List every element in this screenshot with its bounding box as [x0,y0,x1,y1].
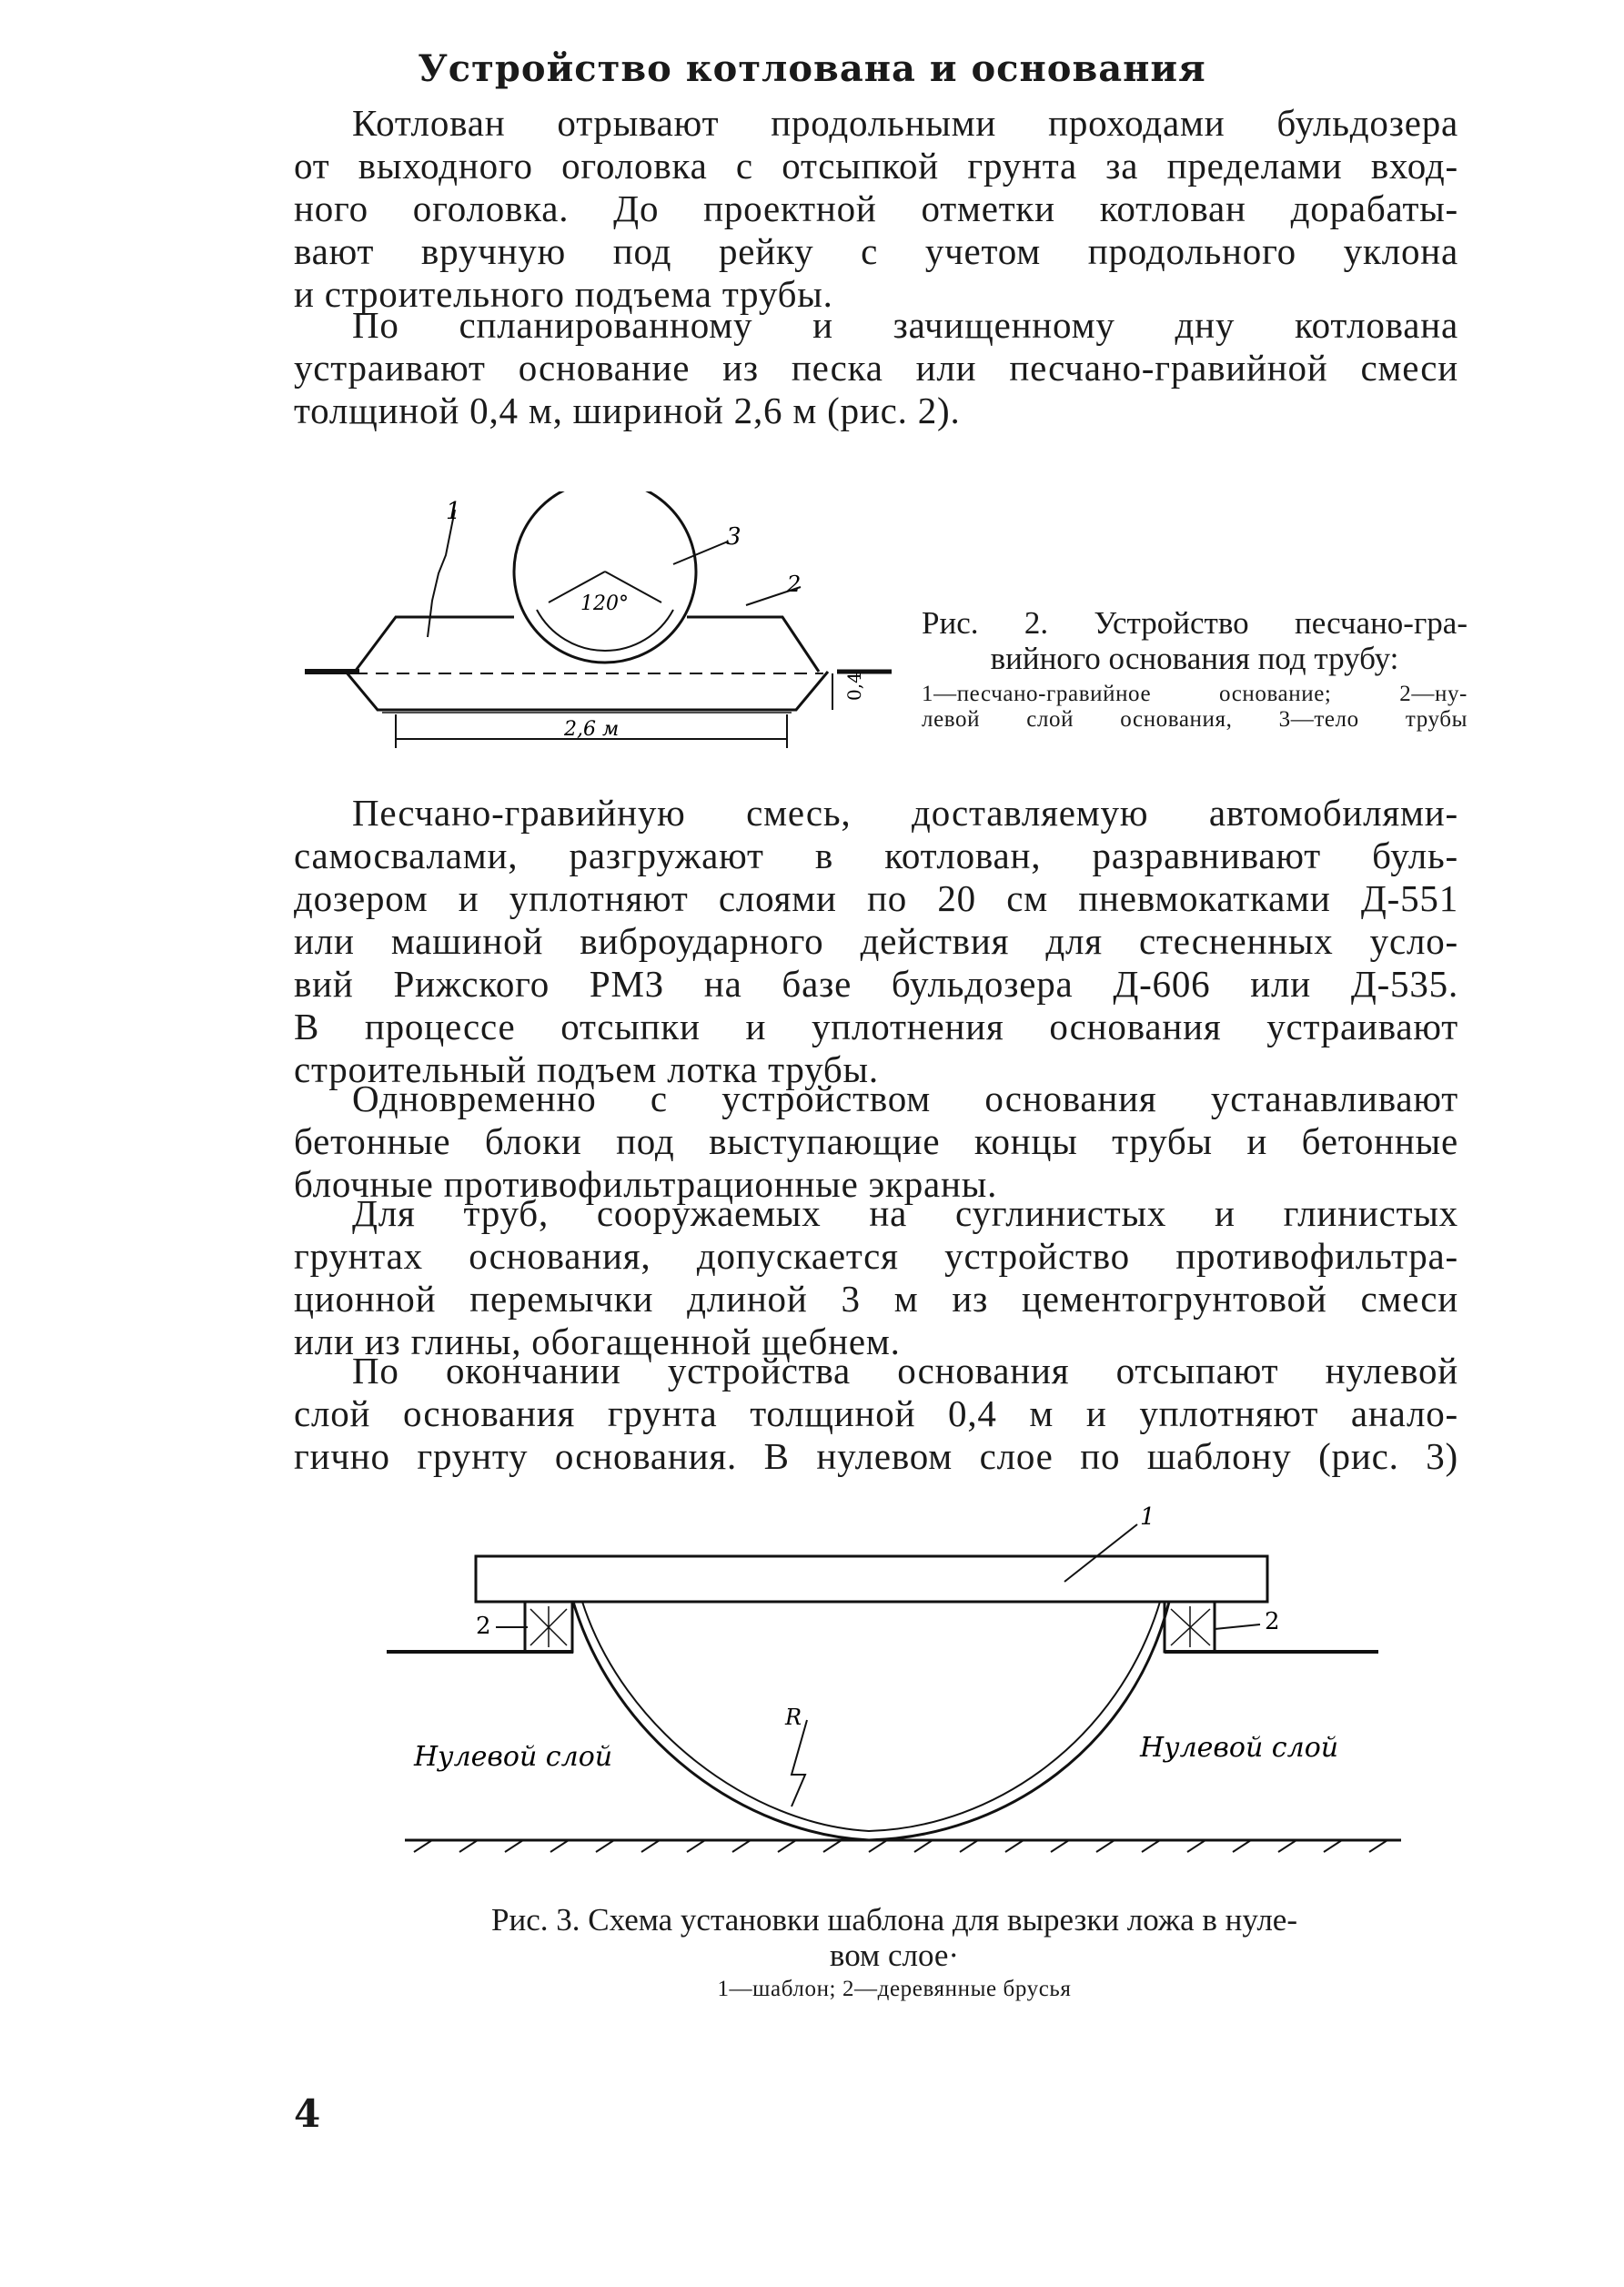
angle-arc [537,610,673,651]
bed-curve-outer [573,1602,1169,1840]
text-line: По спланированному и зачищенному дну котлована [352,304,1458,346]
figure-3-caption [403,1902,1386,2002]
label-1: 1 [446,498,461,525]
paragraph-5 [294,1192,1458,1363]
text-line: ного оголовка. До проектной отметки котлован дорабаты- [294,187,1458,229]
text-line: В процессе отсыпки и уплотнения основания устраивают [294,1006,1458,1047]
leader-block-right [1215,1624,1260,1629]
layer-label-right: Нулевой слой [1140,1732,1339,1764]
label-block-left: 2 [476,1613,491,1640]
bed-curve-inner [582,1602,1160,1831]
section-title: Устройство котлована и основания [418,47,1206,90]
angle-label: 120° [580,592,629,615]
figure-2-legend-line: 1—песчано-гравийное основание; 2—ну- [922,682,1468,706]
text-line: устраивают основание из песка или песчано-гравийной смеси [294,347,1458,389]
block-texture-right [1171,1606,1210,1647]
zero-layer-outline-right [687,617,819,672]
text-line: толщиной 0,4 м, шириной 2,6 м (рис. 2). [294,390,961,431]
pipe-circle [514,491,696,663]
text-line: или из глины, обогащенной щебнем. [294,1321,901,1362]
leader-template [1064,1524,1137,1582]
text-line: По окончании устройства основания отсыпают нулевой [352,1350,1458,1391]
figure-2-caption [922,605,1468,733]
text-line: слой основания грунта толщиной 0,4 м и уплотняют анало- [294,1392,1458,1434]
radius-label: R [785,1705,802,1730]
text-line: ционной перемычки длиной 3 м из цементогрунтовой смеси [294,1278,1458,1320]
layer-label-left: Нулевой слой [414,1741,613,1773]
label-block-right: 2 [1265,1608,1280,1635]
caption-line: Рис. 3. Схема установки шаблона для вырезки ложа в нуле- [491,1902,1297,1938]
text-line: Для труб, сооружаемых на суглинистых и глинистых [352,1192,1458,1234]
page-number: 4 [294,2091,321,2136]
caption-line: Рис. 2. Устройство песчано-гра- [922,605,1468,641]
block-texture-left [530,1606,567,1647]
foundation-outline [346,672,828,710]
template-plank [476,1556,1267,1602]
figure-2-drawing [291,491,892,755]
width-label: 2,6 м [564,718,620,741]
text-line: бетонные блоки под выступающие концы трубы и бетонные [294,1120,1458,1162]
figure-2-legend-line: левой слой основания, 3—тело трубы [922,707,1468,732]
text-line: вают вручную под рейку с учетом продольного уклона [294,230,1458,272]
paragraph-1 [294,102,1458,316]
text-line: строительный подъем лотка трубы. [294,1048,879,1090]
text-line: Одновременно с устройством основания устанавливают [352,1078,1458,1119]
paragraph-3 [294,792,1458,1091]
text-line: самосвалами, разгружают в котлован, разравнивают буль- [294,835,1458,876]
text-line: вий Рижского РМЗ на базе бульдозера Д-606 или Д-535. [294,963,1458,1005]
text-line: гично грунту основания. В нулевом слое по шаблону (рис. 3) [294,1435,1458,1477]
text-line: грунтах основания, допускается устройство противофильтра- [294,1235,1458,1277]
text-line: и строительного подъема трубы. [294,273,833,315]
leader-3 [673,541,728,564]
paragraph-2 [294,304,1458,432]
caption-line: вийного основания под трубу: [990,641,1399,676]
paragraph-4 [294,1078,1458,1206]
text-line: от выходного оголовка с отсыпкой грунта за пределами вход- [294,145,1458,187]
label-3: 3 [726,523,741,551]
depth-label: 0,4 [843,672,865,701]
base-hatching [414,1840,1387,1852]
zero-layer-outline [355,617,514,672]
radius-leader [792,1720,807,1806]
caption-line: вом слое· [829,1938,960,1973]
text-line: Песчано-гравийную смесь, доставляемую автомобилями- [352,792,1458,834]
paragraph-6 [294,1350,1458,1478]
text-line: дозером и уплотняют слоями по 20 см пневмокатками Д-551 [294,877,1458,919]
text-line: блочные противофильтрационные экраны. [294,1163,998,1205]
text-line: Котлован отрывают продольными проходами бульдозера [352,102,1458,144]
figure-3-legend: 1—шаблон; 2—деревянные брусья [717,1977,1072,2001]
label-template: 1 [1140,1503,1155,1531]
label-2: 2 [787,572,802,597]
figure-3-drawing [378,1502,1410,1884]
text-line: или машиной виброударного действия для стесненных усло- [294,920,1458,962]
